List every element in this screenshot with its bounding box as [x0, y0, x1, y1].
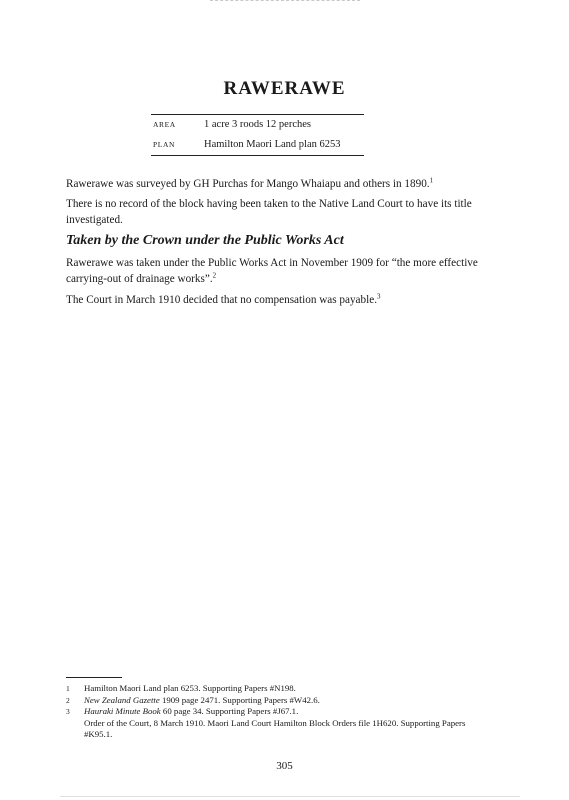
footnote-2-source: New Zealand Gazette: [84, 694, 160, 705]
paragraph-survey-text: Rawerawe was surveyed by GH Purchas for Mango Whaiapu and others in 1890.: [66, 178, 430, 190]
area-value: 1 acre 3 roods 12 perches: [204, 119, 311, 130]
page-number: 305: [276, 760, 293, 772]
footnote-2-number: 2: [66, 695, 70, 705]
footnote-1-text: Hamilton Maori Land plan 6253. Supporting Papers #N198.: [84, 683, 296, 693]
paragraph-taken: [66, 256, 511, 287]
footnote-3: [66, 706, 466, 741]
footnote-3-line2: Order of the Court, 8 March 1910. Maori Land Court Hamilton Block Orders file 1H620. Supporting Papers #K95.1.: [84, 717, 466, 739]
block-details-table: [151, 114, 364, 156]
footnote-2-body: [84, 695, 466, 707]
footnote-ref-2: 2: [212, 270, 217, 279]
plan-label: PLAN: [153, 140, 175, 149]
footnote-ref-1: 1: [429, 176, 434, 185]
footnote-ref-3: 3: [377, 292, 381, 301]
footnote-separator: [66, 677, 122, 678]
footnote-1-number: 1: [66, 684, 70, 693]
footnotes: [66, 683, 466, 741]
plan-row: [151, 135, 364, 155]
page-title: RAWERAWE: [223, 78, 346, 99]
section-heading: Taken by the Crown under the Public Works Act: [66, 233, 344, 248]
paragraph-taken-text: Rawerawe was taken under the Public Works Act in November 1909 for “the more effective carrying-out of drainage works”.: [66, 257, 478, 285]
paragraph-survey: [66, 177, 511, 193]
footnote-3-text: 60 page 34. Supporting Papers #J67.1.: [160, 706, 299, 716]
paragraph-no-record: There is no record of the block having been taken to the Native Land Court to have its title investigated.: [66, 198, 472, 226]
scan-edge-bottom: [60, 796, 520, 798]
area-label: AREA: [153, 120, 176, 129]
footnote-2-text: 1909 page 2471. Supporting Papers #W42.6.: [159, 694, 320, 705]
paragraph-compensation-text: The Court in March 1910 decided that no compensation was payable.: [66, 294, 377, 306]
footnote-2: [66, 695, 466, 707]
plan-value: Hamilton Maori Land plan 6253: [204, 139, 341, 150]
footnote-3-body: [84, 706, 466, 741]
scan-edge-top: [210, 0, 360, 2]
table-rule-bottom: [151, 155, 364, 156]
footnote-3-source: Hauraki Minute Book: [84, 706, 161, 716]
footnote-3-number: 3: [66, 707, 70, 716]
area-row: [151, 115, 364, 135]
paragraph-compensation: [66, 293, 511, 309]
footnote-1: [66, 683, 466, 695]
